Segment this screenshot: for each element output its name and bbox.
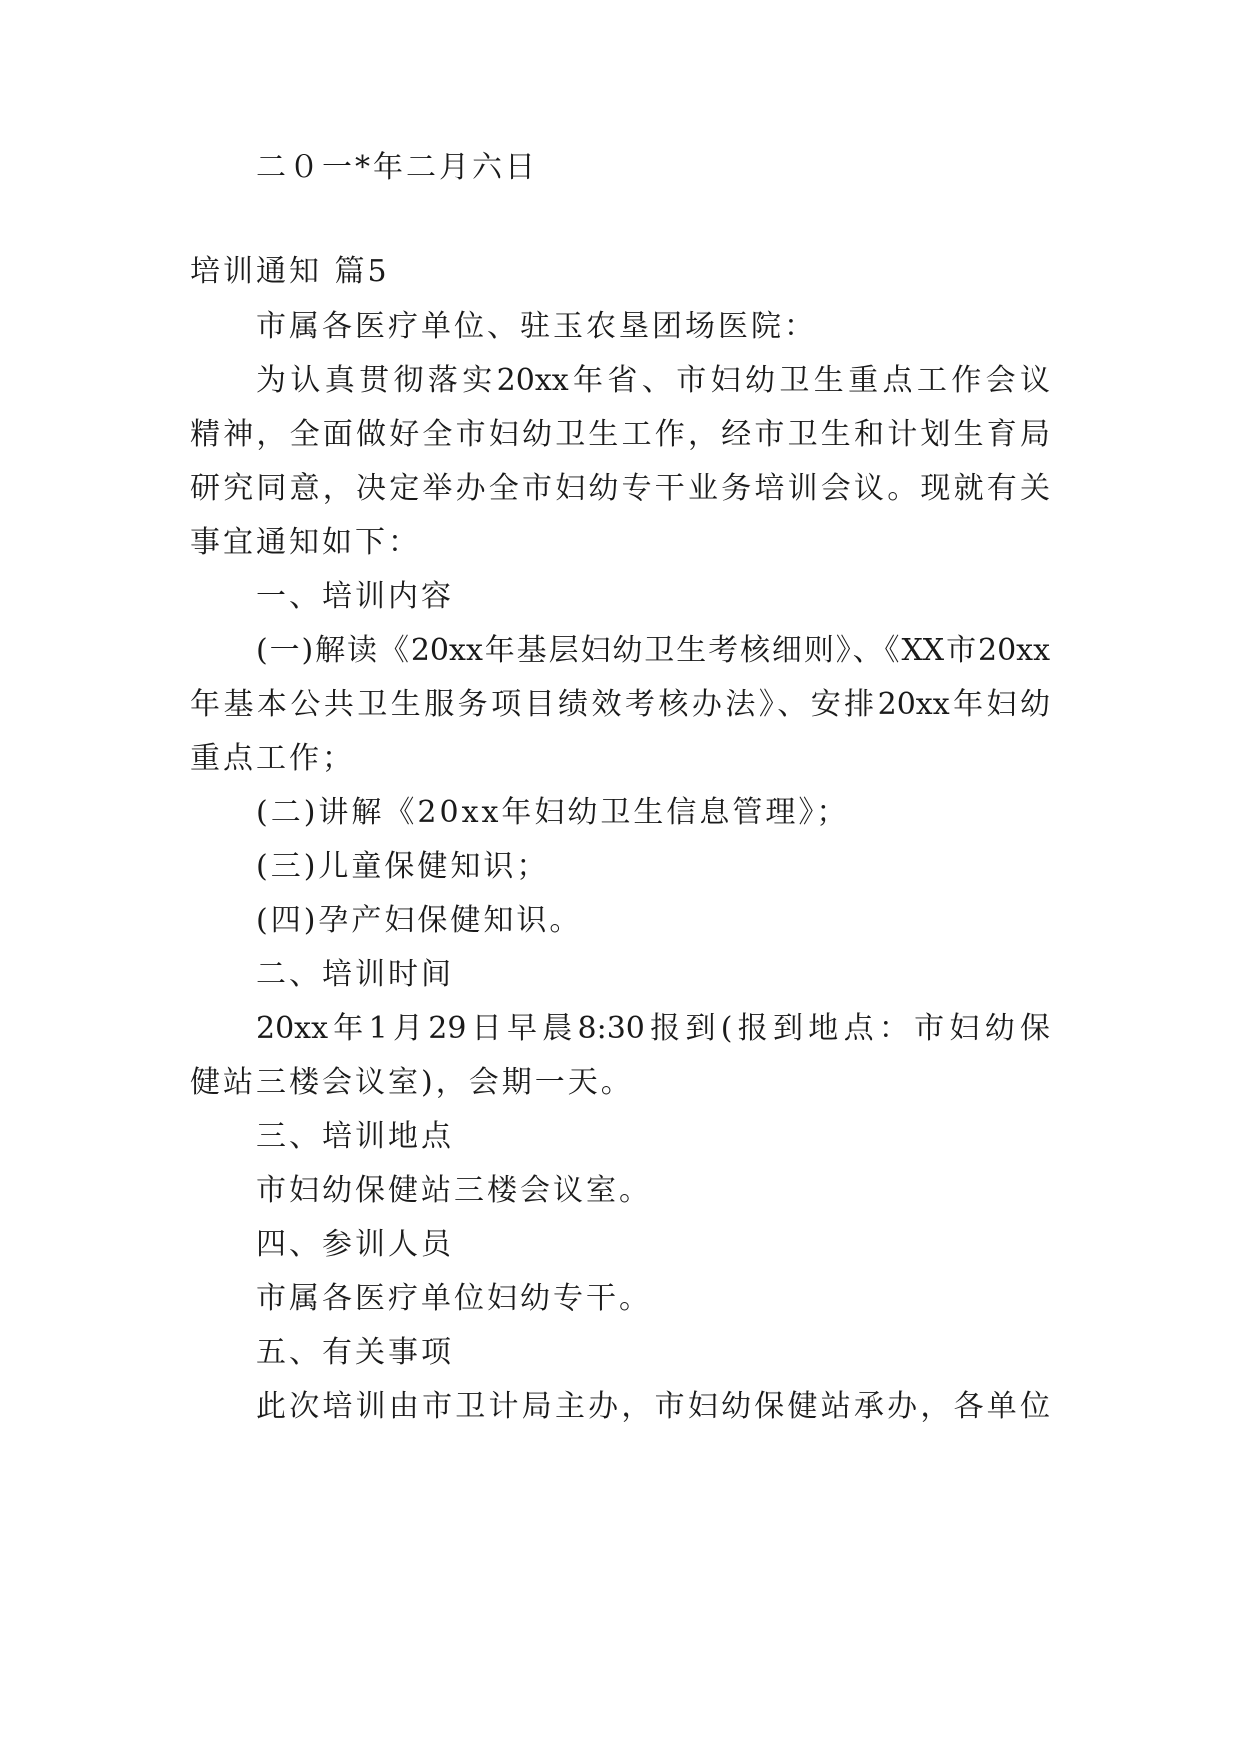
people-text: 市属各医疗单位妇幼专干。 [256, 1281, 652, 1316]
place-text: 市妇幼保健站三楼会议室。 [256, 1173, 652, 1208]
intro-line: 为认真贯彻落实20xx年省、市妇幼卫生重点工作会议 [256, 363, 1050, 398]
section-title: 培训通知 篇5 [190, 254, 390, 289]
content-item-4: (四)孕产妇保健知识。 [256, 903, 583, 938]
intro-line: 事宜通知如下： [190, 525, 421, 560]
time-text-line: 健站三楼会议室)，会期一天。 [190, 1065, 634, 1100]
content-item-1-line: 年基本公共卫生服务项目绩效考核办法》、安排20xx年妇幼 [190, 687, 1050, 722]
intro-line: 研究同意，决定举办全市妇幼专干业务培训会议。现就有关 [190, 471, 1050, 506]
time-heading: 二、培训时间 [256, 957, 454, 992]
content-item-2: (二)讲解《20xx年妇幼卫生信息管理》； [256, 795, 850, 830]
time-text-line: 20xx年1月29日早晨8:30报到(报到地点：市妇幼保 [256, 1011, 1050, 1046]
content-item-1-line: 重点工作； [190, 741, 355, 776]
matters-text: 此次培训由市卫计局主办，市妇幼保健站承办，各单位 [256, 1389, 1050, 1424]
place-heading: 三、培训地点 [256, 1119, 454, 1154]
intro-line: 精神，全面做好全市妇幼卫生工作，经市卫生和计划生育局 [190, 417, 1050, 452]
content-item-1-line: (一)解读《20xx年基层妇幼卫生考核细则》、《XX市20xx [256, 633, 1050, 668]
people-heading: 四、参训人员 [256, 1227, 454, 1262]
matters-heading: 五、有关事项 [256, 1335, 454, 1370]
content-item-3: (三)儿童保健知识； [256, 849, 550, 884]
addressee: 市属各医疗单位、驻玉农垦团场医院： [256, 309, 817, 344]
date-line: 二０一*年二月六日 [256, 150, 538, 185]
content-heading: 一、培训内容 [256, 579, 454, 614]
